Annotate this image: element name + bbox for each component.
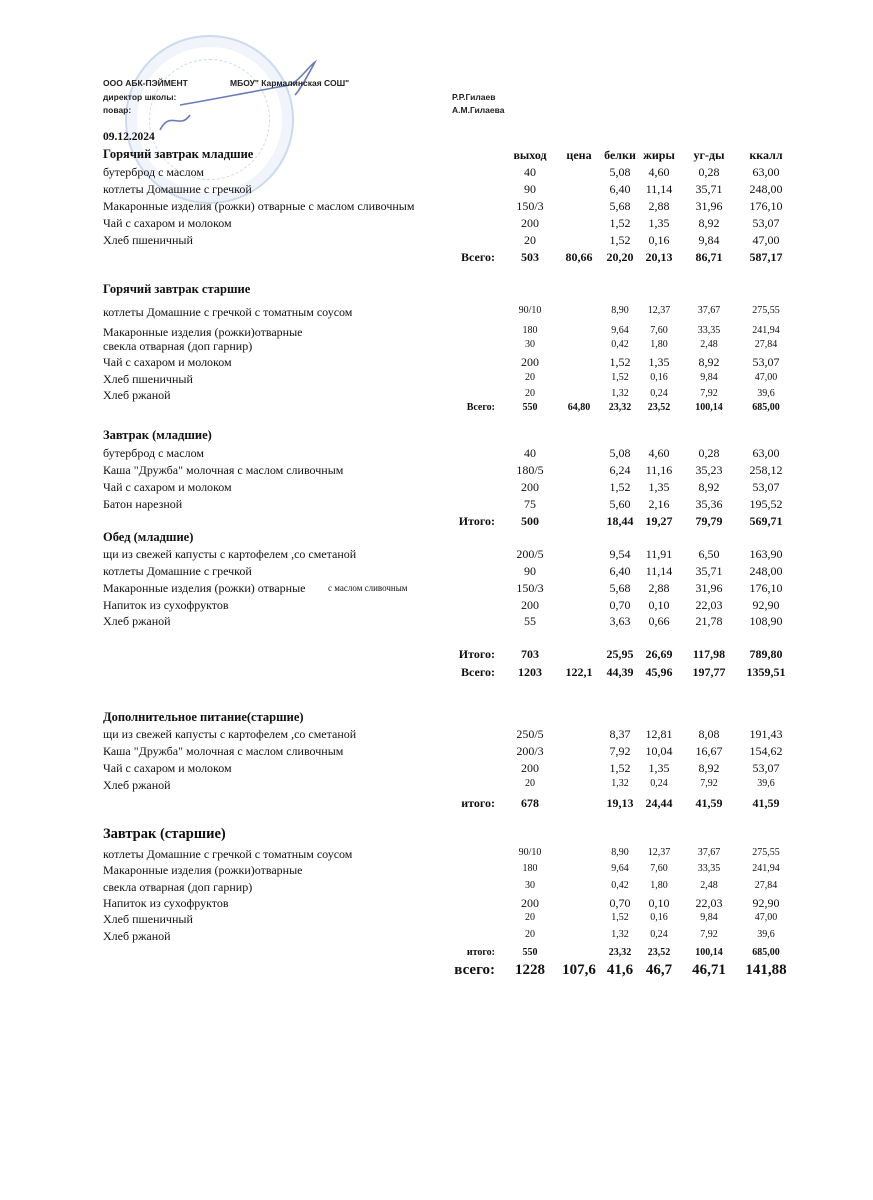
menu-item-row xyxy=(0,912,873,928)
item-name: Батон нарезной xyxy=(103,497,183,511)
menu-item-row xyxy=(0,165,873,181)
item-protein: 5,60 xyxy=(609,497,631,511)
total-carbs: 100,14 xyxy=(695,947,723,958)
section-title: Завтрак (младшие) xyxy=(103,428,212,442)
section-title: Дополнительное питание(старшие) xyxy=(103,710,304,724)
total-protein: 20,20 xyxy=(606,250,634,264)
total-price: 80,66 xyxy=(565,250,593,264)
total-protein: 23,32 xyxy=(608,947,632,958)
menu-item-row xyxy=(0,847,873,863)
menu-item-row xyxy=(0,547,873,563)
total-label: Всего: xyxy=(466,402,495,413)
item-output: 90 xyxy=(524,182,536,196)
total-price: 64,80 xyxy=(567,402,591,413)
menu-item-row xyxy=(0,355,873,371)
total-fat: 23,52 xyxy=(647,402,671,413)
item-output: 75 xyxy=(524,497,536,511)
item-protein: 0,70 xyxy=(609,598,631,612)
item-fat: 0,24 xyxy=(650,778,668,789)
item-protein: 1,52 xyxy=(611,372,629,383)
item-kcal: 176,10 xyxy=(749,199,783,213)
item-output: 90 xyxy=(524,564,536,578)
total-output: 500 xyxy=(521,514,539,528)
item-carbs: 2,48 xyxy=(700,339,718,350)
total-fat: 46,7 xyxy=(645,962,673,978)
menu-item-row xyxy=(0,216,873,232)
item-kcal: 248,00 xyxy=(749,182,783,196)
item-carbs: 22,03 xyxy=(695,598,723,612)
item-output: 200 xyxy=(521,598,539,612)
item-carbs: 35,71 xyxy=(695,564,723,578)
total-fat: 24,44 xyxy=(645,796,673,810)
item-protein: 6,24 xyxy=(609,463,631,477)
item-fat: 0,24 xyxy=(650,929,668,940)
item-name: Чай с сахаром и молоком xyxy=(103,761,232,775)
menu-item-row xyxy=(0,614,873,630)
item-name-note: с маслом сливочным xyxy=(328,583,408,593)
total-fat: 26,69 xyxy=(645,647,673,661)
menu-item-row xyxy=(0,497,873,513)
section-title: Завтрак (старшие) xyxy=(103,826,226,842)
item-carbs: 0,28 xyxy=(698,165,720,179)
total-label: Всего: xyxy=(461,665,495,679)
menu-item-row xyxy=(0,896,873,912)
item-protein: 1,52 xyxy=(609,480,631,494)
total-output: 703 xyxy=(521,647,539,661)
item-carbs: 7,92 xyxy=(700,778,718,789)
item-name: Напиток из сухофруктов xyxy=(103,598,229,612)
item-name: Хлеб ржаной xyxy=(103,929,171,943)
total-row xyxy=(0,402,873,418)
item-carbs: 31,96 xyxy=(695,199,723,213)
grand-total-row xyxy=(0,665,873,681)
item-kcal: 108,90 xyxy=(749,614,783,628)
school-name: МБОУ" Кармалинская СОШ" xyxy=(230,78,350,88)
item-fat: 12,81 xyxy=(645,727,673,741)
item-fat: 11,14 xyxy=(645,564,673,578)
item-name: Макаронные изделия (рожки)отварные xyxy=(103,863,303,877)
item-kcal: 275,55 xyxy=(752,847,780,858)
total-output: 1228 xyxy=(515,962,545,978)
item-carbs: 8,08 xyxy=(698,727,720,741)
item-carbs: 35,23 xyxy=(695,463,723,477)
item-name: бутерброд с маслом xyxy=(103,446,204,460)
item-carbs: 9,84 xyxy=(700,912,718,923)
total-row xyxy=(0,947,873,963)
item-output: 180 xyxy=(522,325,538,336)
item-output: 20 xyxy=(525,929,535,940)
item-protein: 1,52 xyxy=(609,355,631,369)
total-protein: 18,44 xyxy=(606,514,634,528)
item-kcal: 53,07 xyxy=(752,761,780,775)
item-output: 150/3 xyxy=(516,199,544,213)
item-kcal: 47,00 xyxy=(754,372,778,383)
col-fat: жиры xyxy=(643,148,675,162)
item-name: Макаронные изделия (рожки) отварные xyxy=(103,581,306,595)
item-fat: 11,16 xyxy=(645,463,673,477)
item-name: бутерброд с маслом xyxy=(103,165,204,179)
item-name: котлеты Домашние с гречкой xyxy=(103,564,252,578)
total-carbs: 41,59 xyxy=(695,796,723,810)
item-name: Хлеб ржаной xyxy=(103,614,171,628)
item-fat: 1,35 xyxy=(648,355,670,369)
menu-item-row xyxy=(0,463,873,479)
total-kcal: 685,00 xyxy=(752,947,780,958)
cook-name: А.М.Гилаева xyxy=(452,105,505,115)
menu-item-row xyxy=(0,598,873,614)
item-output: 180/5 xyxy=(516,463,544,477)
item-kcal: 53,07 xyxy=(752,480,780,494)
col-carbs: уг-ды xyxy=(693,148,725,162)
item-name: Макаронные изделия (рожки)отварные xyxy=(103,325,303,339)
item-output: 200 xyxy=(521,896,539,910)
item-carbs: 9,84 xyxy=(698,233,720,247)
item-name: Чай с сахаром и молоком xyxy=(103,480,232,494)
item-fat: 4,60 xyxy=(648,165,670,179)
total-label: всего: xyxy=(454,962,495,978)
item-kcal: 92,90 xyxy=(752,598,780,612)
menu-item-row xyxy=(0,929,873,945)
total-row xyxy=(0,647,873,663)
item-carbs: 35,71 xyxy=(695,182,723,196)
menu-item-row xyxy=(0,182,873,198)
item-name: Чай с сахаром и молоком xyxy=(103,216,232,230)
item-kcal: 47,00 xyxy=(752,233,780,247)
item-carbs: 8,92 xyxy=(698,216,720,230)
item-kcal: 63,00 xyxy=(752,165,780,179)
item-kcal: 53,07 xyxy=(752,216,780,230)
item-protein: 1,32 xyxy=(611,929,629,940)
item-carbs: 22,03 xyxy=(695,896,723,910)
total-carbs: 79,79 xyxy=(695,514,723,528)
total-carbs: 197,77 xyxy=(692,665,726,679)
item-kcal: 39,6 xyxy=(757,929,775,940)
item-output: 180 xyxy=(522,863,538,874)
item-carbs: 8,92 xyxy=(698,761,720,775)
item-fat: 10,04 xyxy=(645,744,673,758)
section-title: Горячий завтрак старшие xyxy=(103,282,251,296)
item-output: 30 xyxy=(525,339,535,350)
item-carbs: 37,67 xyxy=(697,305,721,316)
item-kcal: 27,84 xyxy=(754,880,778,891)
total-carbs: 117,98 xyxy=(692,647,726,661)
item-fat: 0,16 xyxy=(650,372,668,383)
item-protein: 9,54 xyxy=(609,547,631,561)
item-fat: 1,80 xyxy=(650,339,668,350)
item-fat: 11,14 xyxy=(645,182,673,196)
item-output: 40 xyxy=(524,165,536,179)
item-carbs: 21,78 xyxy=(695,614,723,628)
menu-item-row xyxy=(0,761,873,777)
item-output: 150/3 xyxy=(516,581,544,595)
item-protein: 5,08 xyxy=(609,165,631,179)
item-kcal: 47,00 xyxy=(754,912,778,923)
total-output: 678 xyxy=(521,796,539,810)
item-kcal: 63,00 xyxy=(752,446,780,460)
signature-icon xyxy=(150,60,350,140)
total-protein: 19,13 xyxy=(606,796,634,810)
item-fat: 1,80 xyxy=(650,880,668,891)
item-output: 20 xyxy=(525,912,535,923)
total-protein: 23,32 xyxy=(608,402,632,413)
total-output: 503 xyxy=(521,250,539,264)
total-protein: 25,95 xyxy=(606,647,634,661)
item-output: 55 xyxy=(524,614,536,628)
menu-item-row xyxy=(0,880,873,896)
item-kcal: 241,94 xyxy=(752,325,780,336)
total-label: итого: xyxy=(461,796,495,810)
item-fat: 0,16 xyxy=(650,912,668,923)
item-carbs: 7,92 xyxy=(700,388,718,399)
item-name: котлеты Домашние с гречкой с томатным соусом xyxy=(103,847,353,861)
item-fat: 12,37 xyxy=(647,847,671,858)
section-title: Горячий завтрак младшие xyxy=(103,147,254,161)
item-fat: 1,35 xyxy=(648,216,670,230)
item-name: свекла отварная (доп гарнир) xyxy=(103,339,253,353)
total-row xyxy=(0,796,873,812)
item-kcal: 163,90 xyxy=(749,547,783,561)
item-kcal: 241,94 xyxy=(752,863,780,874)
item-kcal: 275,55 xyxy=(752,305,780,316)
menu-item-row xyxy=(0,778,873,794)
item-fat: 0,24 xyxy=(650,388,668,399)
menu-item-row xyxy=(0,305,873,321)
item-kcal: 92,90 xyxy=(752,896,780,910)
item-output: 250/5 xyxy=(516,727,544,741)
total-price: 122,1 xyxy=(565,665,593,679)
total-price: 107,6 xyxy=(562,962,596,978)
item-fat: 4,60 xyxy=(648,446,670,460)
total-fat: 19,27 xyxy=(645,514,673,528)
item-protein: 5,08 xyxy=(609,446,631,460)
item-kcal: 39,6 xyxy=(757,388,775,399)
item-name: Хлеб пшеничный xyxy=(103,912,193,926)
item-output: 200/5 xyxy=(516,547,544,561)
item-kcal: 191,43 xyxy=(749,727,783,741)
item-kcal: 195,52 xyxy=(749,497,783,511)
item-fat: 12,37 xyxy=(647,305,671,316)
item-name: щи из свежей капусты с картофелем ,со сметаной xyxy=(103,547,357,561)
total-carbs: 100,14 xyxy=(695,402,723,413)
item-fat: 11,91 xyxy=(645,547,673,561)
item-output: 20 xyxy=(525,778,535,789)
item-protein: 1,32 xyxy=(611,388,629,399)
total-kcal: 789,80 xyxy=(749,647,783,661)
item-protein: 5,68 xyxy=(609,199,631,213)
item-fat: 7,60 xyxy=(650,863,668,874)
item-name: Макаронные изделия (рожки) отварные с маслом сливочным xyxy=(103,199,415,213)
menu-item-row xyxy=(0,480,873,496)
item-output: 20 xyxy=(525,388,535,399)
item-name: Хлеб пшеничный xyxy=(103,233,193,247)
item-protein: 0,42 xyxy=(611,339,629,350)
total-kcal: 587,17 xyxy=(749,250,783,264)
item-fat: 2,16 xyxy=(648,497,670,511)
total-kcal: 569,71 xyxy=(749,514,783,528)
item-kcal: 39,6 xyxy=(757,778,775,789)
grand-total-row xyxy=(0,962,873,978)
item-carbs: 37,67 xyxy=(697,847,721,858)
col-output: выход xyxy=(513,148,547,162)
total-fat: 45,96 xyxy=(645,665,673,679)
item-name: Каша "Дружба" молочная с маслом сливочным xyxy=(103,463,344,477)
item-output: 200 xyxy=(521,761,539,775)
item-carbs: 9,84 xyxy=(700,372,718,383)
item-carbs: 33,35 xyxy=(697,863,721,874)
total-protein: 44,39 xyxy=(606,665,634,679)
director-name: Р.Р.Гилаев xyxy=(452,92,496,102)
menu-item-row xyxy=(0,339,873,355)
item-protein: 8,90 xyxy=(611,305,629,316)
total-fat: 23,52 xyxy=(647,947,671,958)
item-fat: 0,10 xyxy=(648,598,670,612)
total-row xyxy=(0,514,873,530)
item-output: 20 xyxy=(525,372,535,383)
item-output: 90/10 xyxy=(518,305,542,316)
item-protein: 1,52 xyxy=(609,233,631,247)
item-protein: 8,37 xyxy=(609,727,631,741)
item-protein: 5,68 xyxy=(609,581,631,595)
item-kcal: 27,84 xyxy=(754,339,778,350)
total-row xyxy=(0,250,873,266)
total-carbs: 46,71 xyxy=(692,962,726,978)
item-fat: 2,88 xyxy=(648,581,670,595)
menu-item-row xyxy=(0,564,873,580)
item-protein: 3,63 xyxy=(609,614,631,628)
item-carbs: 33,35 xyxy=(697,325,721,336)
menu-item-row xyxy=(0,581,873,597)
item-name: Каша "Дружба" молочная с маслом сливочным xyxy=(103,744,344,758)
item-output: 20 xyxy=(524,233,536,247)
item-name: Хлеб ржаной xyxy=(103,388,171,402)
item-protein: 9,64 xyxy=(611,863,629,874)
total-kcal: 141,88 xyxy=(745,962,787,978)
menu-item-row xyxy=(0,233,873,249)
total-kcal: 1359,51 xyxy=(746,665,786,679)
menu-item-row xyxy=(0,199,873,215)
item-output: 30 xyxy=(525,880,535,891)
item-kcal: 176,10 xyxy=(749,581,783,595)
total-label: итого: xyxy=(466,947,495,958)
menu-item-row xyxy=(0,446,873,462)
total-label: Итого: xyxy=(458,514,495,528)
item-output: 200/3 xyxy=(516,744,544,758)
item-output: 200 xyxy=(521,216,539,230)
item-protein: 8,90 xyxy=(611,847,629,858)
item-carbs: 31,96 xyxy=(695,581,723,595)
item-carbs: 35,36 xyxy=(695,497,723,511)
item-carbs: 16,67 xyxy=(695,744,723,758)
item-name: котлеты Домашние с гречкой с томатным соусом xyxy=(103,305,353,319)
menu-item-row xyxy=(0,863,873,879)
cook-label: повар: xyxy=(103,105,132,115)
item-protein: 6,40 xyxy=(609,564,631,578)
total-output: 550 xyxy=(522,402,538,413)
col-price: цена xyxy=(566,148,592,162)
total-protein: 41,6 xyxy=(606,962,634,978)
item-protein: 9,64 xyxy=(611,325,629,336)
item-carbs: 8,92 xyxy=(698,480,720,494)
menu-date: 09.12.2024 xyxy=(103,131,155,143)
total-label: Всего: xyxy=(461,250,495,264)
total-output: 1203 xyxy=(518,665,542,679)
col-kcal: ккалл xyxy=(749,148,783,162)
item-fat: 1,35 xyxy=(648,480,670,494)
section-title: Обед (младшие) xyxy=(103,530,194,544)
item-fat: 2,88 xyxy=(648,199,670,213)
item-protein: 0,70 xyxy=(609,896,631,910)
item-protein: 6,40 xyxy=(609,182,631,196)
item-carbs: 7,92 xyxy=(700,929,718,940)
item-name: котлеты Домашние с гречкой xyxy=(103,182,252,196)
company-name: ООО АБК-ПЭЙМЕНТ xyxy=(103,78,188,88)
total-carbs: 86,71 xyxy=(695,250,723,264)
item-protein: 1,52 xyxy=(611,912,629,923)
item-name: Хлеб ржаной xyxy=(103,778,171,792)
item-fat: 0,16 xyxy=(648,233,670,247)
item-output: 90/10 xyxy=(518,847,542,858)
item-name: Чай с сахаром и молоком xyxy=(103,355,232,369)
total-kcal: 41,59 xyxy=(752,796,780,810)
total-label: Итого: xyxy=(458,647,495,661)
item-fat: 7,60 xyxy=(650,325,668,336)
item-name: щи из свежей капусты с картофелем ,со сметаной xyxy=(103,727,357,741)
item-protein: 1,52 xyxy=(609,216,631,230)
item-name: Хлеб пшеничный xyxy=(103,372,193,386)
item-output: 40 xyxy=(524,446,536,460)
item-output: 200 xyxy=(521,355,539,369)
item-protein: 1,32 xyxy=(611,778,629,789)
item-carbs: 8,92 xyxy=(698,355,720,369)
item-fat: 0,66 xyxy=(648,614,670,628)
item-kcal: 258,12 xyxy=(749,463,783,477)
item-name: свекла отварная (доп гарнир) xyxy=(103,880,253,894)
item-name: Напиток из сухофруктов xyxy=(103,896,229,910)
item-protein: 1,52 xyxy=(609,761,631,775)
item-output: 200 xyxy=(521,480,539,494)
item-fat: 1,35 xyxy=(648,761,670,775)
menu-item-row xyxy=(0,727,873,743)
menu-item-row xyxy=(0,744,873,760)
director-label: директор школы: xyxy=(103,92,177,102)
total-kcal: 685,00 xyxy=(752,402,780,413)
item-carbs: 6,50 xyxy=(698,547,720,561)
item-protein: 0,42 xyxy=(611,880,629,891)
item-kcal: 53,07 xyxy=(752,355,780,369)
item-carbs: 2,48 xyxy=(700,880,718,891)
total-fat: 20,13 xyxy=(645,250,673,264)
item-fat: 0,10 xyxy=(648,896,670,910)
total-output: 550 xyxy=(522,947,538,958)
menu-item-row xyxy=(0,372,873,388)
col-protein: белки xyxy=(604,148,636,162)
item-kcal: 154,62 xyxy=(749,744,783,758)
item-kcal: 248,00 xyxy=(749,564,783,578)
item-protein: 7,92 xyxy=(609,744,631,758)
item-carbs: 0,28 xyxy=(698,446,720,460)
